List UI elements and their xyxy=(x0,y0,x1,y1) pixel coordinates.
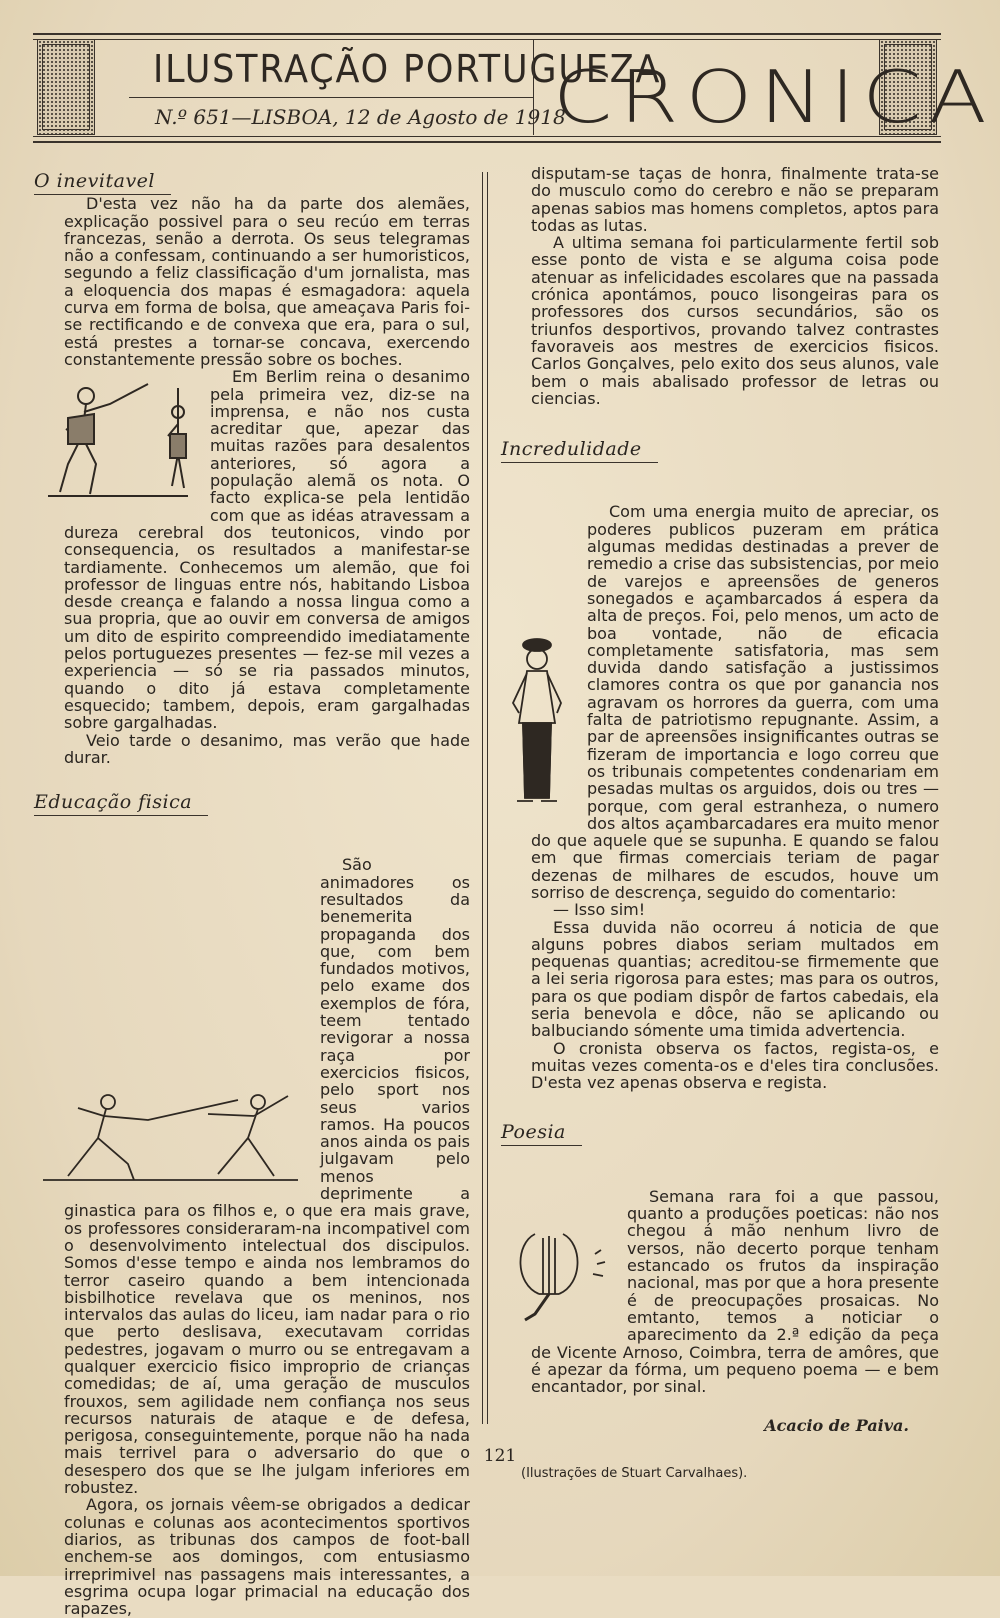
paragraph: Essa duvida não ocorreu á noticia de que alguns pobres diabos seriam multados em pequenas quantias; acreditou-se firmemente que a lei seria rigorosa para estes; mas para os outros, para os que podiam dispôr de fartos cabedais, ela seria benevola e dôce, não se aplicando ou balbuciando sómente uma timida advertencia. xyxy=(531,917,939,1041)
ornament-left xyxy=(37,39,95,135)
paragraph: disputam-se taças de honra, finalmente trata-se do musculo como do cerebro e não se preparam apenas sabios mas homens completos, aptos para todas as lutas. xyxy=(531,164,939,235)
column-rule xyxy=(482,172,483,1424)
paragraph: D'esta vez não ha da parte dos alemães, explicação possivel para o seu recúo em terras francezas, senão a derrota. Os seus telegramas não a confessam, continuando a ser humoristicos, segundo a feliz classificação d'um jornalista, mas a eloquencia dos mapas é esmagadora: aquela curva em forma de bolsa, que ameaçava Paris foi-se rectificando e de convexa que era, para o sul, está prestes a tornar-se concava, exercendo constantemente pressão sobre os boches. xyxy=(64,194,470,369)
paragraph: Em Berlim reina o desanimo pela primeira vez, diz-se na imprensa, e não nos custa acreditar que, apezar das muitas razões para desalentos anteriores, só agora a população alemã os nota. O facto explica-se pela lentidão com que as idéas atravessam a dureza cerebral dos teutonicos, vindo por consequencia, os resultados a manifestar-se tardiamente. Conhecemos um alemão, que foi professor de linguas entre nós, habitando Lisboa desde creança e falando a nossa lingua como a sua propria, que ao ouvir em conversa de amigos um dito de espirito compreendido imediatamente pelos portuguezes presentes — fez-se mil vezes a experiencia — só se ria passados minutos, quando o dito já estava completamente esquecido; tambem, depois, eram gargalhadas sobre gargalhadas. xyxy=(64,367,470,733)
man-illustration xyxy=(505,633,575,813)
illustration-credit: (Ilustrações de Stuart Carvalhaes). xyxy=(521,1465,748,1481)
masthead xyxy=(33,33,994,143)
heading-o-inevitavel: O inevitavel xyxy=(34,173,171,195)
page-number: 121 xyxy=(483,1446,517,1466)
paragraph: A ultima semana foi particularmente fertil sob esse ponto de vista e se alguma coisa pode atenuar as infelicidades escolares que na passada crónica apontámos, pouco lisongeiras para os professores dos cursos secundários, são os triunfos desportivos, provando talvez contrastes favoraveis aos mestres de exercicios fisicos. Carlos Gonçalves, pelo exito dos seus alunos, vale bem o mais abalisado professor de letras ou ciencias. xyxy=(531,233,939,408)
lyre-illustration xyxy=(505,1224,615,1324)
issue-line: N.º 651—LISBOA, 12 de Agosto de 1918 xyxy=(155,105,566,129)
paragraph: Com uma energia muito de apreciar, os poderes publicos puzeram em prática algumas medidas destinadas a prever de remedio a crise das subsistencias, por meio de varejos e apreensões de generos sonegados e açambarcados á espera da alta de preços. Foi, pelo menos, um acto de boa vontade, não de eficacia completamente satisfatoria, mas sem duvida dando satisfação a justissimos clamores contra os que por ganancia nos agravam os horrores da guerra, com uma falta de patriotismo repugnante. Assim, a par de apreensões insignificantes outras se fizeram de importancia e logo correu que os tribunais competentes condenariam em pesadas multas os arguidos, dois ou tres — porque, com geral estranheza, o numero dos altos açambarcadares era muito menor do que aquele que se supunha. E quando se falou em que firmas comerciais teriam de pagar dezenas de milhares de escudos, houve um sorriso de descrença, seguido do comentario: xyxy=(531,502,939,902)
masthead-divider xyxy=(533,39,534,135)
paragraph: Semana rara foi a que passou, quanto a produções poeticas: não nos chegou á mão nenhum livro de versos, não decerto porque tenham estancado os frutos da inspiração nacional, mas por que a hora presente é de preocupações prosaicas. No emtanto, temos a noticiar o aparecimento da 2.ª edição da peça de Vicente Arnoso, Coimbra, terra de amôres, que é apezar da fórma, um pequeno poema — e bem encantador, por sinal. xyxy=(531,1186,939,1397)
left-column xyxy=(34,165,470,1618)
right-column xyxy=(501,164,939,1482)
paragraph: — Isso sim! xyxy=(553,900,646,920)
heading-incredulidade: Incredulidade xyxy=(501,441,658,463)
paragraph: São animadores os resultados da benemerita propaganda dos que, com bem fundados motivos, pelo exame dos exemplos de fóra, teem tentado revigorar a nossa raça por exercicios fisicos, pelo sport nos seus varios ramos. Ha poucos anos ainda os pais julgavam pelo menos deprimente a ginastica para os filhos e, o que era mais grave, os professores consideraram-na incompativel com o desenvolvimento intelectual dos discipulos. Somos d'esse tempo e ainda nos lembramos do terror caseiro quando a bem intencionada bisbilhotice revelava que os meninos, nos intervalos das aulas do liceu, iam nadar para o rio que perto deslisava, executavam corridas pedestres, jogavam o murro ou se entregavam a qualquer exercicio fisico improprio de crianças comedidas; de aí, uma geração de musculos frouxos, sem agilidade nem confiança nos seus recursos naturais de ataque e de defesa, perigosa, conseguintemente, porque não ha nada mais terrivel para o adversario do que o desespero dos que se lhe julgam inferiores em robustez. xyxy=(64,855,470,1498)
fencers-illustration xyxy=(38,1088,308,1188)
masthead-rule xyxy=(33,39,941,40)
paragraph: Veio tarde o desanimo, mas verão que hade durar. xyxy=(64,730,470,767)
masthead-divider xyxy=(129,97,533,98)
column-rule xyxy=(487,172,488,1424)
paragraph: O cronista observa os factos, regista-os, e muitas vezes comenta-os e d'eles tira conclusões. D'esta vez apenas observa e regista. xyxy=(531,1038,939,1093)
heading-educacao-fisica: Educação fisica xyxy=(34,794,208,816)
magazine-title: ILUSTRAÇÃO PORTUGUEZA xyxy=(153,47,662,91)
soldiers-illustration xyxy=(38,374,198,504)
section-title: CRONICA xyxy=(553,55,994,139)
heading-poesia: Poesia xyxy=(501,1124,582,1146)
paragraph: Agora, os jornais vêem-se obrigados a dedicar colunas e colunas aos acontecimentos sportivos diarios, as tribunas dos campos de foot-ball enchem-se aos domingos, com entusiasmo irreprimivel nas passagens mais interessantes, a esgrima ocupa logar primacial na educação dos rapazes, xyxy=(64,1495,470,1618)
signature: Acacio de Paiva. xyxy=(764,1416,909,1436)
